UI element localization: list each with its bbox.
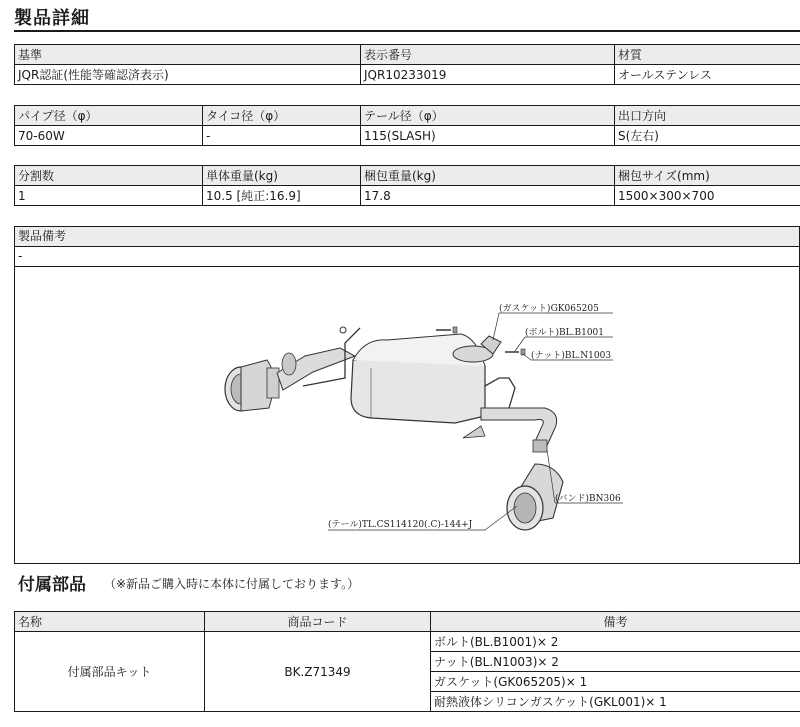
header-unit-weight: 単体重量(kg) [203, 166, 361, 186]
hanger-right [485, 378, 515, 408]
header-display-number: 表示番号 [361, 45, 615, 65]
accessory-item: 耐熱液体シリコンガスケット(GKL001)× 1 [431, 692, 800, 712]
accessories-note: （※新品ご購入時に本体に付属しております。） [104, 577, 360, 591]
header-split-count: 分割数 [15, 166, 203, 186]
value-package-weight: 17.8 [361, 186, 615, 206]
value-standard: JQR認証(性能等確認済表示) [15, 65, 361, 85]
spec-table-diameters [14, 105, 800, 146]
accessories-title: 付属部品 [18, 575, 86, 595]
label-nut: (ナット)BL.N1003 [531, 351, 612, 361]
header-muffler-diameter: タイコ径（φ） [203, 106, 361, 126]
accessory-item: ナット(BL.N1003)× 2 [431, 652, 800, 672]
header-pipe-diameter: パイプ径（φ） [15, 106, 203, 126]
header-notes: 備考 [431, 612, 800, 632]
accessories-table [14, 611, 800, 712]
product-remarks-section [14, 226, 800, 564]
spec-table-standard [14, 44, 800, 85]
kit-code: BK.Z71349 [205, 632, 431, 712]
value-muffler-diameter: - [203, 126, 361, 146]
value-material: オールステンレス [615, 65, 800, 85]
header-tail-diameter: テール径（φ） [361, 106, 615, 126]
accessory-item: ガスケット(GK065205)× 1 [431, 672, 800, 692]
value-package-size: 1500×300×700 [615, 186, 800, 206]
header-package-size: 梱包サイズ(mm) [615, 166, 800, 186]
header-product-code: 商品コード [205, 612, 431, 632]
title-divider [14, 30, 800, 32]
label-band: (バンド)BN306 [555, 494, 621, 504]
value-split-count: 1 [15, 186, 203, 206]
remarks-value: - [15, 247, 799, 267]
header-exit-direction: 出口方向 [615, 106, 800, 126]
label-gasket: (ガスケット)GK065205 [499, 304, 599, 314]
header-name: 名称 [15, 612, 205, 632]
value-unit-weight: 10.5 [純正:16.9] [203, 186, 361, 206]
exhaust-diagram [15, 268, 799, 563]
value-exit-direction: S(左右) [615, 126, 800, 146]
left-tail-tip [225, 360, 279, 411]
spec-table-weights [14, 165, 800, 206]
page-title: 製品詳細 [14, 8, 90, 29]
header-standard: 基準 [15, 45, 361, 65]
band-clamp [533, 440, 547, 452]
header-material: 材質 [615, 45, 800, 65]
value-pipe-diameter: 70-60W [15, 126, 203, 146]
value-tail-diameter: 115(SLASH) [361, 126, 615, 146]
header-package-weight: 梱包重量(kg) [361, 166, 615, 186]
kit-name: 付属部品キット [15, 632, 205, 712]
remarks-header: 製品備考 [15, 227, 799, 247]
value-display-number: JQR10233019 [361, 65, 615, 85]
label-bolt: (ボルト)BL.B1001 [525, 328, 604, 338]
label-tail: (テール)TL.CS114120(.C)-144+J [328, 520, 473, 530]
accessory-item: ボルト(BL.B1001)× 2 [431, 632, 800, 652]
